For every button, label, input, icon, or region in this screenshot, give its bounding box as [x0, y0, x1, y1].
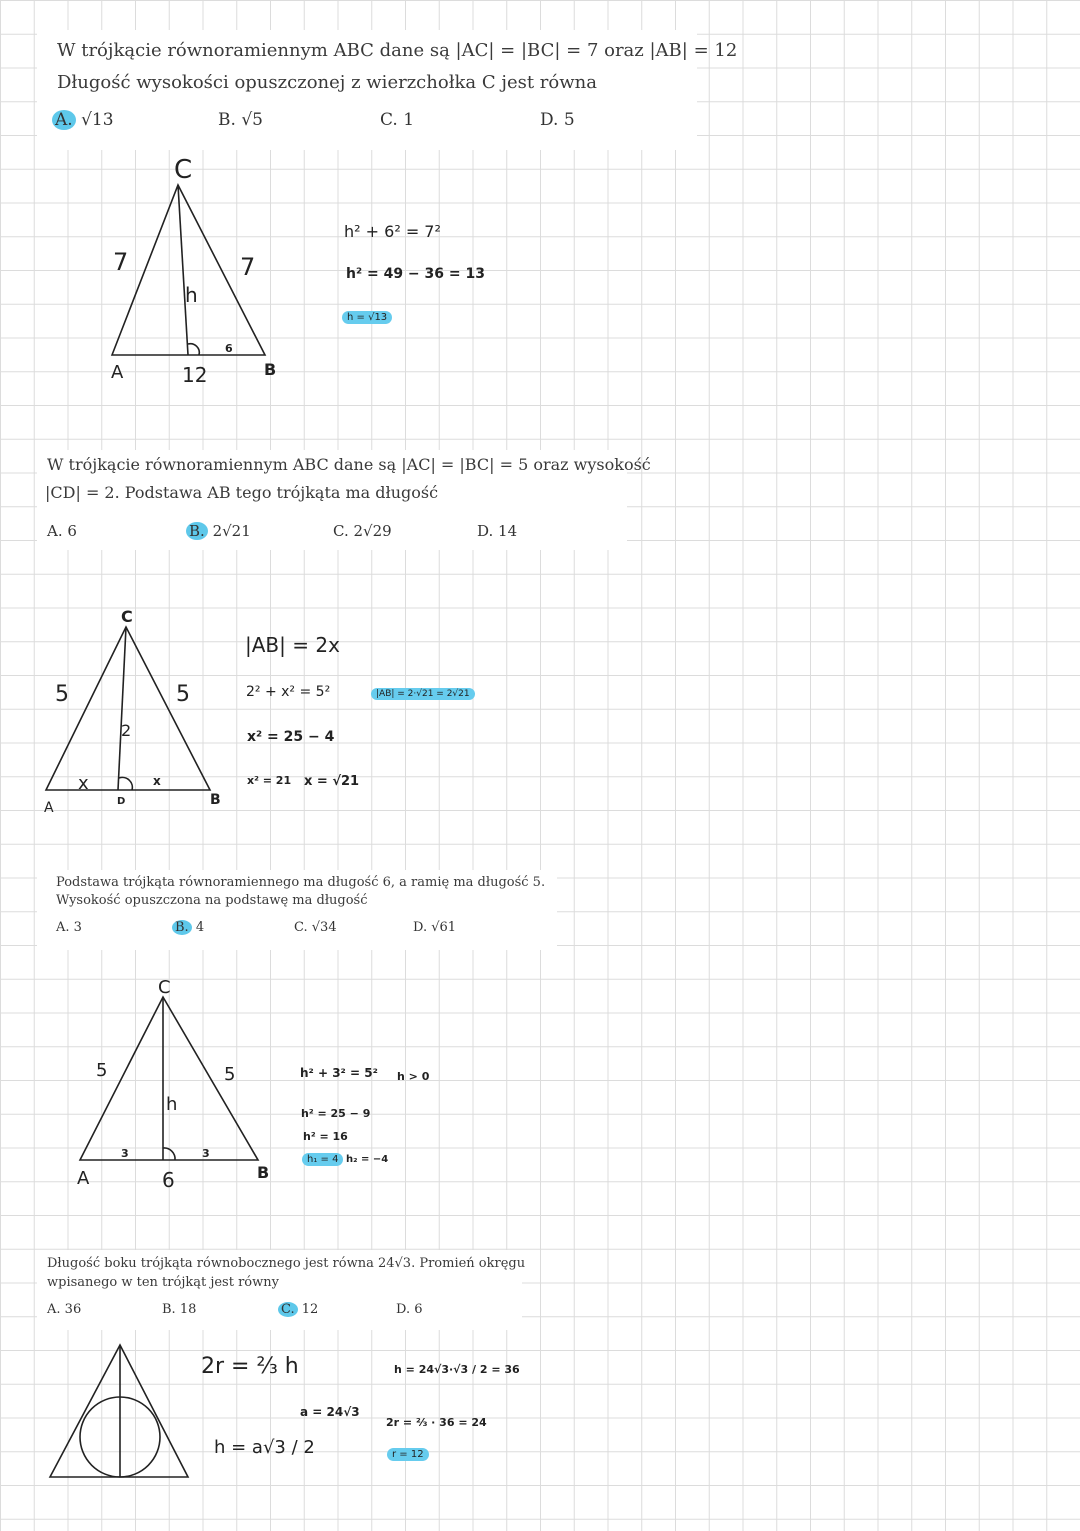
option-letter: D. — [413, 920, 428, 935]
problem2-triangle — [46, 627, 210, 790]
p1-label-left: 7 — [113, 248, 129, 276]
p3-label-right: 5 — [224, 1064, 236, 1085]
p2-work-line5: x = √21 — [304, 774, 360, 789]
p3-work-line3: h² = 16 — [303, 1130, 348, 1143]
p2-label-right: 5 — [176, 682, 190, 707]
p4-work-line4: 2r = ⅔ · 36 = 24 — [386, 1416, 487, 1429]
p3-label-left: 5 — [96, 1060, 108, 1081]
option-letter: C. — [278, 1302, 298, 1317]
option-letter: B. — [162, 1302, 176, 1317]
p4-work-line3: h = 24√3·√3 / 2 = 36 — [394, 1363, 520, 1376]
option-letter: C. — [333, 522, 349, 540]
option-value: 6 — [414, 1302, 423, 1317]
p2-label-h: 2 — [121, 721, 132, 740]
p2-work-line3: x² = 25 − 4 — [247, 729, 335, 745]
p3-label-b: B — [257, 1163, 270, 1182]
problem2-height-line — [118, 627, 126, 790]
option-value: √5 — [241, 110, 263, 130]
p3-label-half2: 3 — [202, 1147, 210, 1160]
p2-work-line4: x² = 21 — [247, 774, 292, 787]
p2-label-c: C — [121, 607, 133, 626]
option-letter: A. — [52, 110, 76, 130]
problem4-question-line2: wpisanego w ten trójkąt jest równy — [47, 1275, 279, 1290]
option-letter: A. — [56, 920, 70, 935]
p3-work-line1: h² + 3² = 5² — [300, 1066, 378, 1080]
p3-work-condition: h > 0 — [397, 1070, 430, 1083]
p3-label-h: h — [166, 1094, 178, 1115]
p1-label-h: h — [185, 283, 198, 307]
option-letter: B. — [186, 522, 208, 540]
p2-label-b: B — [210, 792, 221, 808]
option-value: 12 — [301, 1302, 319, 1317]
p3-answer: h₁ = 4 — [302, 1153, 343, 1166]
option-value: 18 — [179, 1302, 197, 1317]
p2-label-a: A — [44, 800, 54, 816]
problem1-right-angle-mark — [188, 344, 199, 355]
problem1-height-line — [178, 185, 188, 355]
p1-work-line2: h² = 49 − 36 = 13 — [346, 266, 485, 282]
p4-work-side: a = 24√3 — [300, 1405, 360, 1419]
option-letter: D. — [540, 110, 559, 130]
p1-label-c: C — [174, 155, 193, 185]
problem3-question-line1: Podstawa trójkąta równoramiennego ma długość 6, a ramię ma długość 5. — [56, 875, 546, 890]
option-letter: B. — [218, 110, 236, 130]
p3-rejected: h₂ = −4 — [346, 1154, 389, 1165]
problem2-right-angle-mark — [119, 777, 132, 790]
p2-work-line2: 2² + x² = 5² — [246, 684, 331, 700]
option-value: √34 — [311, 920, 337, 935]
option-letter: C. — [294, 920, 308, 935]
p2-label-x2: x — [153, 774, 161, 788]
p4-work-line1: 2r = ⅔ h — [201, 1354, 299, 1379]
p2-work-line1: |AB| = 2x — [245, 633, 340, 657]
p3-label-base: 6 — [162, 1168, 175, 1192]
option-value: 2√21 — [212, 522, 251, 540]
p2-answer: |AB| = 2·√21 = 2√21 — [371, 688, 475, 700]
problem2-question-line2: |CD| = 2. Podstawa AB tego trójkąta ma długość — [45, 483, 439, 502]
option-letter: D. — [477, 522, 494, 540]
p3-label-c: C — [158, 977, 171, 998]
option-value: 1 — [403, 110, 415, 130]
p1-label-b: B — [264, 360, 277, 379]
problem1-question-line1: W trójkącie równoramiennym ABC dane są |AC| = |BC| = 7 oraz |AB| = 12 — [57, 40, 738, 61]
option-value: 4 — [195, 920, 205, 935]
problem4-triangle — [50, 1345, 188, 1477]
option-value: 5 — [563, 110, 575, 130]
option-letter: A. — [47, 1302, 61, 1317]
p1-label-a: A — [111, 362, 124, 383]
option-value: 2√29 — [353, 522, 392, 540]
problem1-question-line2: Długość wysokości opuszczonej z wierzchołka C jest równa — [57, 72, 597, 93]
option-value: √13 — [81, 110, 114, 130]
p2-label-x1: x — [78, 773, 89, 794]
p1-answer: h = √13 — [342, 311, 392, 324]
option-letter: A. — [47, 522, 63, 540]
p4-answer: r = 12 — [387, 1448, 429, 1461]
p1-label-half: 6 — [225, 342, 233, 355]
p1-label-base: 12 — [182, 363, 208, 387]
option-value: 3 — [73, 920, 82, 935]
p2-label-d: D — [117, 796, 126, 807]
p2-label-left: 5 — [55, 682, 69, 707]
option-value: 36 — [64, 1302, 82, 1317]
option-value: √61 — [431, 920, 457, 935]
option-value: 6 — [67, 522, 77, 540]
p1-work-line1: h² + 6² = 7² — [344, 222, 441, 241]
option-letter: B. — [172, 920, 192, 935]
p3-label-a: A — [77, 1168, 90, 1189]
option-letter: D. — [396, 1302, 411, 1317]
problem3-right-angle-mark — [163, 1148, 175, 1160]
problem4-question-line1: Długość boku trójkąta równobocznego jest równa 24√3. Promień okręgu — [47, 1256, 526, 1271]
p1-label-right: 7 — [240, 253, 256, 281]
p3-work-line2: h² = 25 − 9 — [301, 1107, 371, 1120]
problem3-question-line2: Wysokość opuszczona na podstawę ma długość — [56, 893, 368, 908]
p4-work-line2: h = a√3 / 2 — [214, 1437, 315, 1458]
option-letter: C. — [380, 110, 398, 130]
problem2-question-line1: W trójkącie równoramiennym ABC dane są |AC| = |BC| = 5 oraz wysokość — [47, 455, 651, 474]
p3-label-half1: 3 — [121, 1147, 129, 1160]
option-value: 14 — [498, 522, 518, 540]
